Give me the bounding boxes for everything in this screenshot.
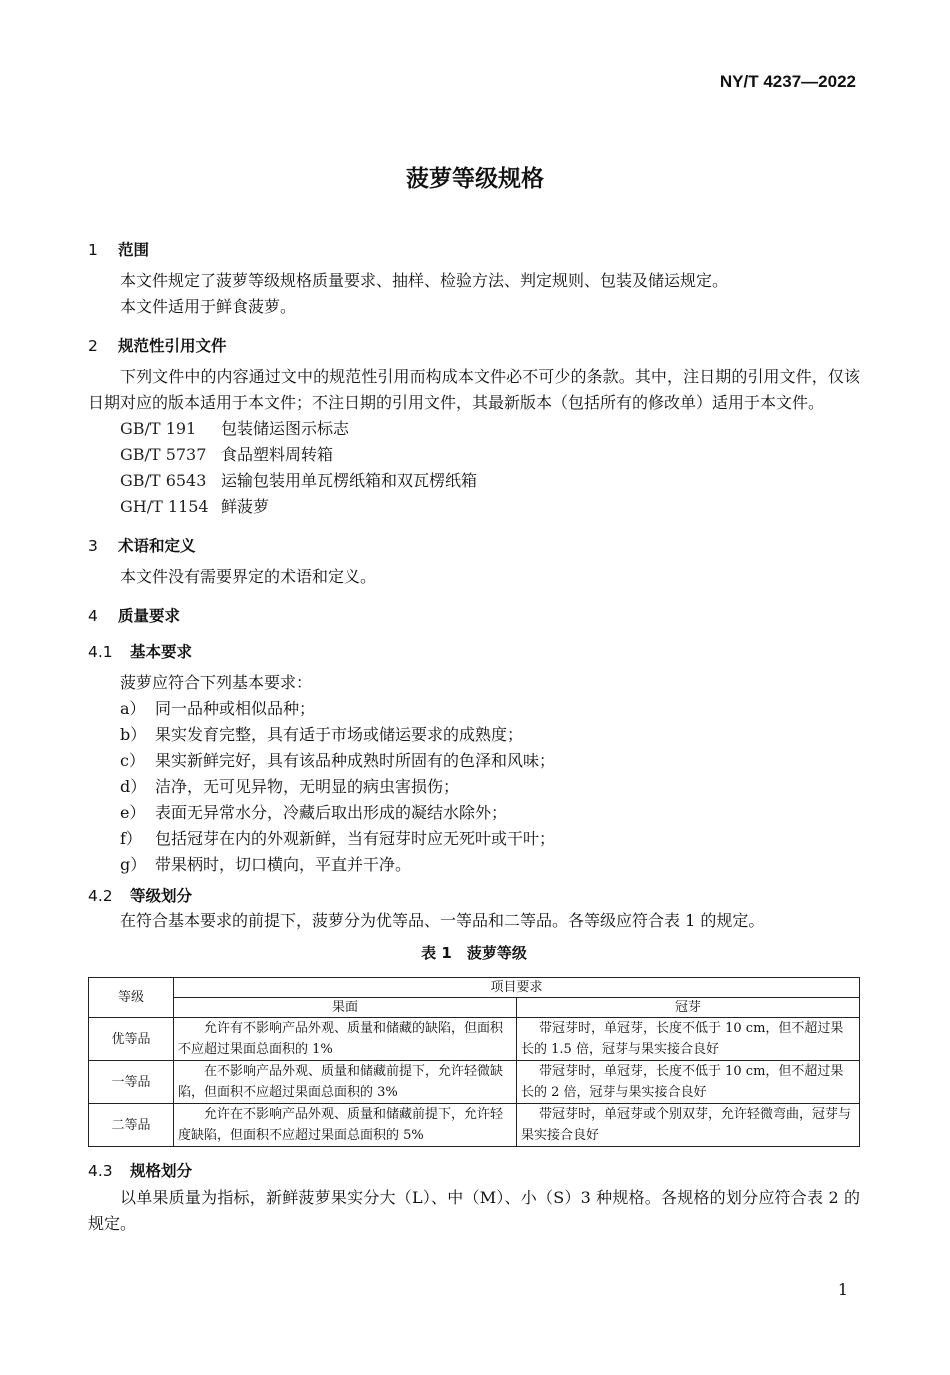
list-marker: b） — [120, 725, 147, 744]
section-heading — [88, 604, 860, 626]
subsection-heading — [88, 1159, 860, 1181]
grade-table — [88, 977, 860, 1147]
standard-code: NY/T 4237—2022 — [719, 72, 856, 91]
list-marker: d） — [120, 777, 147, 796]
crown-cell: 带冠芽时，单冠芽或个别双芽，允许轻微弯曲，冠芽与果实接合良好 — [517, 1104, 860, 1147]
paragraph: 本文件规定了菠萝等级规格质量要求、抽样、检验方法、判定规则、包装及储运规定。 — [120, 271, 729, 290]
list-item — [88, 852, 860, 878]
table-caption: 表 1 菠萝等级 — [421, 944, 527, 962]
list-marker: g） — [120, 855, 147, 874]
paragraph: 在符合基本要求的前提下，菠萝分为优等品、一等品和二等品。各等级应符合表 1 的规定。 — [120, 911, 765, 930]
table-header-requirements: 项目要求 — [174, 978, 860, 998]
section-heading — [88, 334, 860, 356]
table-row — [89, 1061, 860, 1104]
list-marker: a） — [120, 699, 146, 718]
list-text: 果实新鲜完好，具有该品种成熟时所固有的色泽和风味； — [155, 751, 556, 770]
list-item — [88, 774, 860, 800]
section-number: 4 — [88, 607, 98, 625]
page-number: 1 — [837, 1280, 848, 1299]
document-body — [88, 238, 860, 1237]
subsection-heading — [88, 884, 860, 906]
list-marker: f） — [120, 829, 142, 848]
section-title: 规范性引用文件 — [118, 337, 227, 355]
table-header-crown: 冠芽 — [517, 998, 860, 1018]
list-item — [88, 696, 860, 722]
reference-code: GB/T 6543 — [120, 471, 207, 490]
reference-name: 食品塑料周转箱 — [221, 445, 334, 464]
crown-cell: 带冠芽时，单冠芽，长度不低于 10 cm，但不超过果长的 2 倍，冠芽与果实接合良好 — [517, 1061, 860, 1104]
section-title: 质量要求 — [118, 607, 181, 625]
table-header-grade: 等级 — [89, 978, 174, 1018]
reference-name: 运输包装用单瓦楞纸箱和双瓦楞纸箱 — [221, 471, 478, 490]
list-item — [88, 722, 860, 748]
reference-item — [88, 494, 860, 520]
page-title: 菠萝等级规格 — [406, 166, 544, 192]
reference-code: GB/T 5737 — [120, 445, 207, 464]
subsection-heading — [88, 640, 860, 662]
grade-cell: 一等品 — [89, 1061, 174, 1104]
fruit-cell: 允许有不影响产品外观、质量和储藏的缺陷，但面积不应超过果面总面积的 1% — [174, 1018, 517, 1061]
grade-cell: 二等品 — [89, 1104, 174, 1147]
reference-item — [88, 416, 860, 442]
list-text: 表面无异常水分，冷藏后取出形成的凝结水除外； — [155, 803, 508, 822]
reference-item — [88, 442, 860, 468]
reference-code: GB/T 191 — [120, 419, 197, 438]
section-number: 1 — [88, 241, 98, 259]
section-title: 基本要求 — [130, 643, 193, 661]
paragraph: 本文件适用于鲜食菠萝。 — [120, 297, 297, 316]
grade-cell: 优等品 — [89, 1018, 174, 1061]
list-item — [88, 826, 860, 852]
list-text: 带果柄时，切口横向，平直并干净。 — [155, 855, 412, 874]
paragraph: 菠萝应符合下列基本要求： — [120, 673, 313, 692]
section-number: 4.1 — [88, 643, 113, 661]
section-title: 术语和定义 — [118, 537, 196, 555]
list-text: 洁净，无可见异物，无明显的病虫害损伤； — [155, 777, 460, 796]
reference-item — [88, 468, 860, 494]
crown-cell: 带冠芽时，单冠芽，长度不低于 10 cm，但不超过果长的 1.5 倍，冠芽与果实接合良好 — [517, 1018, 860, 1061]
table-header-fruit-surface: 果面 — [174, 998, 517, 1018]
section-title: 等级划分 — [130, 887, 193, 905]
reference-name: 包装储运图示标志 — [221, 419, 350, 438]
reference-code: GH/T 1154 — [120, 497, 209, 516]
section-heading — [88, 534, 860, 556]
fruit-cell: 允许在不影响产品外观、质量和储藏前提下，允许轻度缺陷，但面积不应超过果面总面积的 5% — [174, 1104, 517, 1147]
section-number: 2 — [88, 337, 98, 355]
table-row — [89, 1104, 860, 1147]
section-heading — [88, 238, 860, 260]
reference-name: 鲜菠萝 — [221, 497, 270, 516]
section-title: 规格划分 — [130, 1162, 193, 1180]
paragraph: 以单果质量为指标，新鲜菠萝果实分大（L）、中（M）、小（S）3 种规格。各规格的划分应符合表 2 的规定。 — [88, 1188, 860, 1233]
list-text: 果实发育完整，具有适于市场或储运要求的成熟度； — [155, 725, 524, 744]
paragraph: 本文件没有需要界定的术语和定义。 — [120, 567, 377, 586]
list-item — [88, 800, 860, 826]
section-title: 范围 — [118, 241, 150, 259]
list-marker: c） — [120, 751, 145, 770]
list-marker: e） — [120, 803, 146, 822]
list-text: 同一品种或相似品种； — [155, 699, 316, 718]
section-number: 3 — [88, 537, 98, 555]
section-number: 4.3 — [88, 1162, 113, 1180]
list-text: 包括冠芽在内的外观新鲜，当有冠芽时应无死叶或干叶； — [155, 829, 556, 848]
section-number: 4.2 — [88, 887, 113, 905]
fruit-cell: 在不影响产品外观、质量和储藏前提下，允许轻微缺陷，但面积不应超过果面总面积的 3% — [174, 1061, 517, 1104]
list-item — [88, 748, 860, 774]
table-row — [89, 1018, 860, 1061]
paragraph: 下列文件中的内容通过文中的规范性引用而构成本文件必不可少的条款。其中，注日期的引用文件，仅该日期对应的版本适用于本文件；不注日期的引用文件，其最新版本（包括所有的修改单）适用于本文件。 — [88, 367, 860, 412]
